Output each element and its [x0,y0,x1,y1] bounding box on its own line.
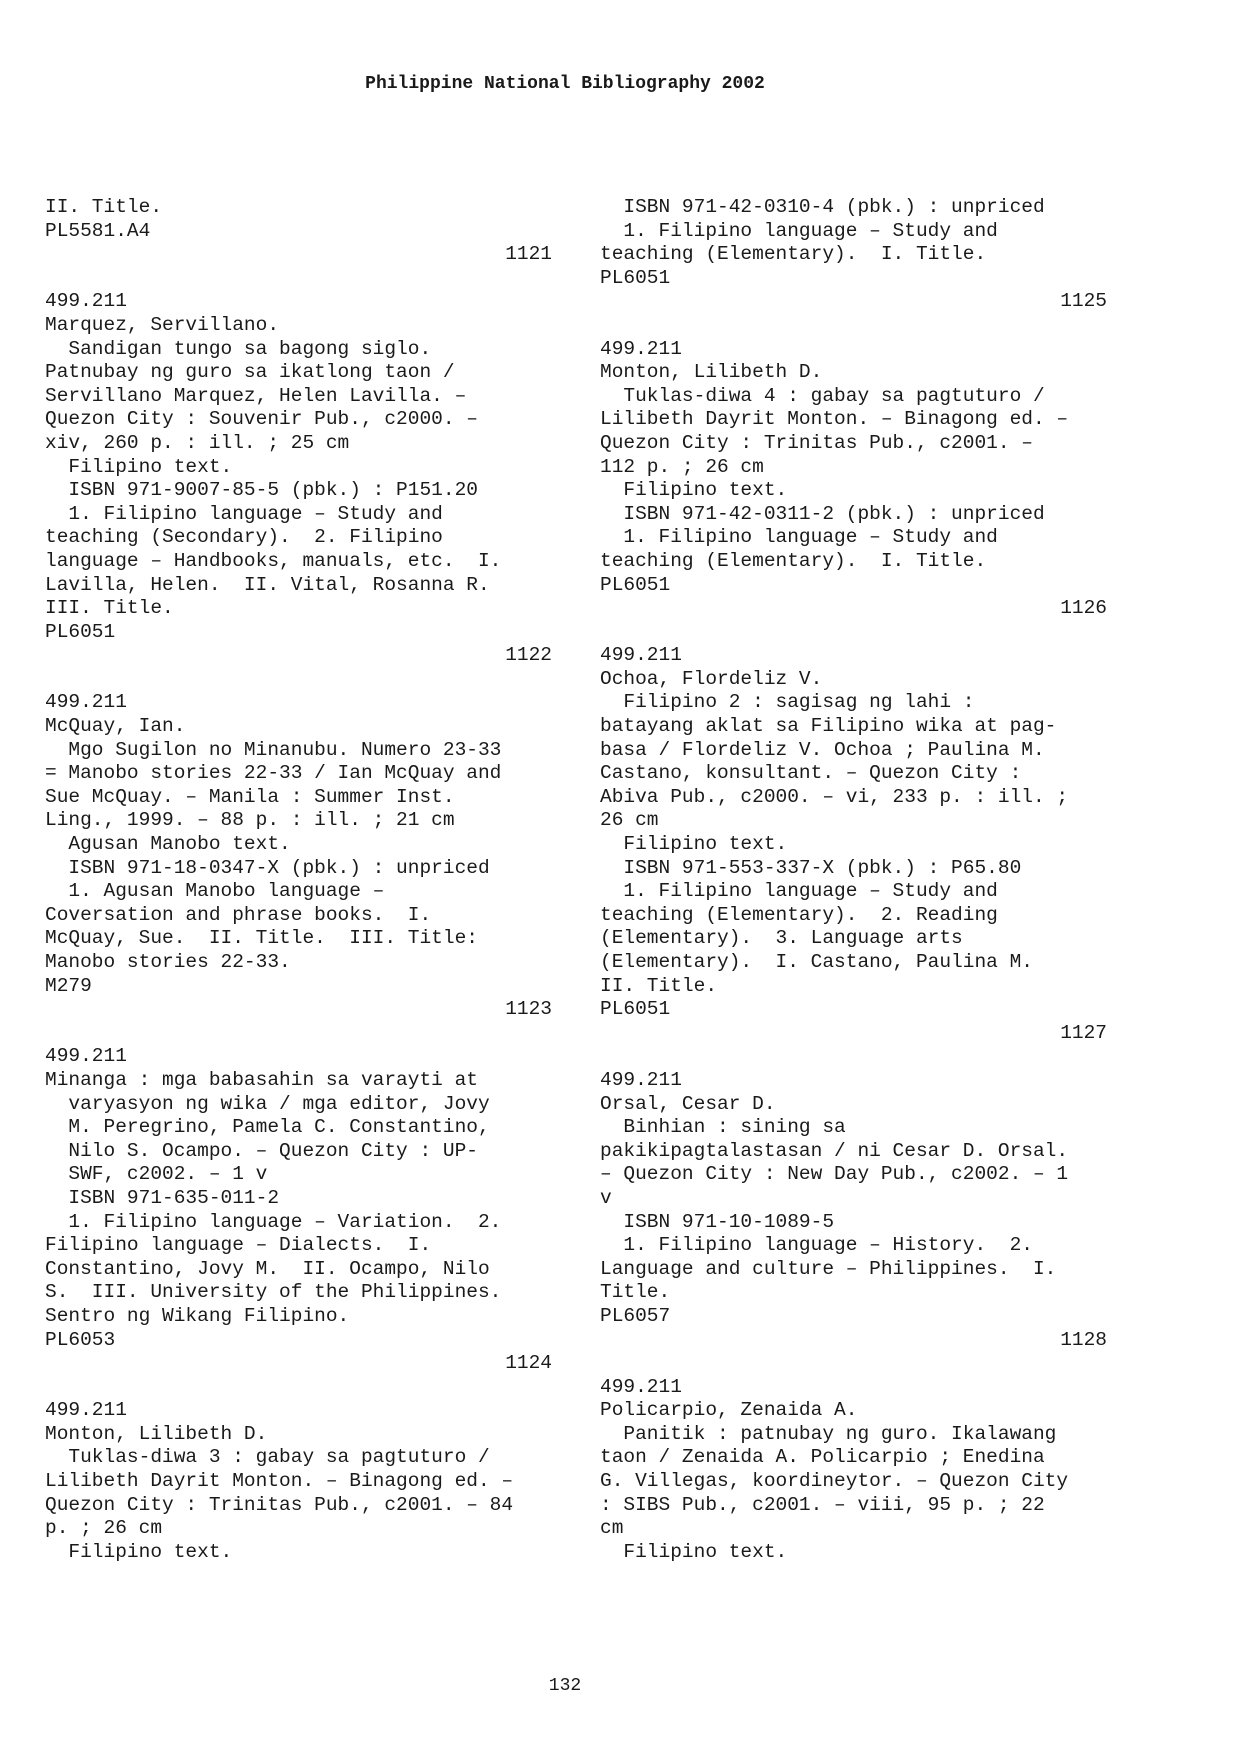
entry-number: 1128 [1060,1328,1107,1351]
entry-text-line: Tuklas-diwa 3 : gabay sa pagtuturo / [45,1446,490,1469]
entry-text-line: Quezon City : Souvenir Pub., c2000. – [45,408,478,431]
entry-text-line: xiv, 260 p. : ill. ; 25 cm [45,431,350,454]
blank-line [600,621,1120,645]
entry-text-line: ISBN 971-42-0311-2 (pbk.) : unpriced [600,502,1045,525]
blank-line [45,1376,565,1400]
entry-text-line: Policarpio, Zenaida A. [600,1399,858,1422]
entry-text-line: (Elementary). I. Castano, Paulina M. [600,951,1033,973]
blank-line [45,267,565,291]
entry-text-line: Coversation and phrase books. I. [45,903,432,926]
entry-text-line: (Elementary). 3. Language arts [600,927,963,950]
entry-text-line: cm [600,1517,624,1540]
entry-text-line: 499.211 [600,1375,682,1398]
entry-text-line: taon / Zenaida A. Policarpio ; Enedina [600,1446,1045,1469]
blank-line [600,1045,1120,1069]
entry-text-line: : SIBS Pub., c2001. – viii, 95 p. ; 22 [600,1493,1045,1516]
entry-number: 1127 [1060,1021,1107,1044]
entry-text-line: S. III. University of the Philippines. [45,1281,502,1304]
entry-text-line: 1. Filipino language – Study and [45,502,443,525]
entry-text-line: 499.211 [45,691,127,714]
entry-text-line: = Manobo stories 22-33 / Ian McQuay and [45,762,502,785]
entry-text-line: ISBN 971-42-0310-4 (pbk.) : unpriced [600,196,1045,218]
entry-text-line: Castano, konsultant. – Quezon City : [600,762,1022,785]
entry-text-line: Patnubay ng guro sa ikatlong taon / [45,361,455,384]
entry-text-line: ISBN 971-9007-85-5 (pbk.) : P151.20 [45,479,478,502]
entry-number: 1122 [505,644,552,667]
entry-text-line: Sentro ng Wikang Filipino. [45,1304,350,1327]
entry-text-line: Filipino text. [600,1540,788,1563]
entry-text-line: 1. Filipino language – Study and [600,219,998,242]
entry-text-line: Orsal, Cesar D. [600,1092,776,1115]
entry-text-line: 1. Filipino language – Study and [600,880,998,903]
entry-text-line: Abiva Pub., c2000. – vi, 233 p. : ill. ; [600,785,1069,808]
entry-text-line: ISBN 971-553-337-X (pbk.) : P65.80 [600,856,1022,879]
entry-text-line: v [600,1186,612,1209]
entry-text-line: ISBN 971-18-0347-X (pbk.) : unpriced [45,856,490,879]
entry-text-line: Marquez, Servillano. [45,313,280,336]
entry-text-line: Filipino text. [45,1540,233,1563]
entry-text-line: teaching (Elementary). 2. Reading [600,903,998,926]
entry-text-line: Panitik : patnubay ng guro. Ikalawang [600,1422,1057,1445]
entry-number: 1123 [505,998,552,1021]
entry-text-line: Monton, Lilibeth D. [600,361,823,384]
entry-text-line: 499.211 [600,337,682,360]
entry-text-line: – Quezon City : New Day Pub., c2002. – 1 [600,1163,1069,1186]
entry-number: 1125 [1060,290,1107,313]
entry-text-line: Filipino text. [600,479,788,502]
entry-text-line: Ochoa, Flordeliz V. [600,667,823,690]
entry-number: 1121 [505,243,552,266]
entry-text-line: PL6051 [600,573,671,596]
entry-text-line: 112 p. ; 26 cm [600,455,764,478]
entry-text-line: teaching (Elementary). I. Title. [600,549,987,572]
entry-text-line: Filipino text. [600,833,788,856]
entry-text-line: Servillano Marquez, Helen Lavilla. – [45,384,467,407]
entry-text-line: PL6053 [45,1328,116,1351]
entry-number: 1124 [505,1352,552,1375]
entry-number: 1126 [1060,597,1107,620]
entry-text-line: 26 cm [600,809,659,832]
entry-text-line: M. Peregrino, Pamela C. Constantino, [45,1116,490,1139]
entry-text-line: 1. Filipino language – Study and [600,526,998,549]
page-header-title: Philippine National Bibliography 2002 [365,74,765,94]
entry-text-line: teaching (Elementary). I. Title. [600,243,987,266]
entry-text-line: basa / Flordeliz V. Ochoa ; Paulina M. [600,738,1045,761]
entry-text-line: ISBN 971-635-011-2 [45,1186,280,1209]
entry-text-line: ISBN 971-10-1089-5 [600,1210,835,1233]
entry-text-line: Ling., 1999. – 88 p. : ill. ; 21 cm [45,809,455,832]
entry-text-line: II. Title. [600,974,718,997]
entry-text-line: PL6051 [45,620,116,643]
entry-text-line: Minanga : mga babasahin sa varayti at [45,1068,478,1091]
entry-text-line: PL5581.A4 [45,219,151,242]
entry-text-line: language – Handbooks, manuals, etc. I. [45,549,502,572]
entry-text-line: Filipino text. [45,455,233,478]
blank-line [600,1352,1120,1376]
blank-line [600,314,1120,338]
entry-text-line: Quezon City : Trinitas Pub., c2001. – 84 [45,1493,514,1516]
entry-text-line: Filipino 2 : sagisag ng lahi : [600,691,975,714]
entry-text-line: p. ; 26 cm [45,1517,163,1540]
right-column [600,196,1120,1564]
entry-text-line: Constantino, Jovy M. II. Ocampo, Nilo [45,1257,490,1280]
entry-text-line: McQuay, Sue. II. Title. III. Title: [45,927,478,950]
entry-text-line: 1. Filipino language – History. 2. [600,1234,1033,1257]
entry-text-line: 499.211 [45,1045,127,1068]
entry-text-line: Lilibeth Dayrit Monton. – Binagong ed. – [45,1470,514,1493]
entry-text-line: varyasyon ng wika / mga editor, Jovy [45,1092,490,1115]
entry-text-line: PL6057 [600,1304,671,1327]
entry-text-line: Lilibeth Dayrit Monton. – Binagong ed. – [600,408,1069,431]
entry-text-line: Sandigan tungo sa bagong siglo. [45,337,432,360]
entry-text-line: Title. [600,1281,671,1304]
entry-text-line: teaching (Secondary). 2. Filipino [45,526,443,549]
entry-text-line: Monton, Lilibeth D. [45,1422,268,1445]
entry-text-line: 499.211 [600,1068,682,1091]
entry-text-line: III. Title. [45,597,174,620]
entry-text-line: Manobo stories 22-33. [45,951,291,973]
entry-text-line: Binhian : sining sa [600,1116,846,1139]
entry-text-line: PL6051 [600,998,671,1021]
entry-text-line: M279 [45,974,92,997]
entry-text-line: 499.211 [45,290,127,313]
page-number: 132 [548,1676,582,1696]
entry-text-line: pakikipagtalastasan / ni Cesar D. Orsal. [600,1139,1069,1162]
entry-text-line: Quezon City : Trinitas Pub., c2001. – [600,431,1033,454]
entry-text-line: batayang aklat sa Filipino wika at pag- [600,715,1057,738]
entry-text-line: Filipino language – Dialects. I. [45,1234,432,1257]
entry-text-line: Mgo Sugilon no Minanubu. Numero 23-33 [45,738,502,761]
entry-text-line: II. Title. [45,196,163,218]
entry-text-line: 499.211 [45,1399,127,1422]
left-column [45,196,565,1564]
entry-text-line: G. Villegas, koordineytor. – Quezon City [600,1470,1069,1493]
entry-text-line: Lavilla, Helen. II. Vital, Rosanna R. [45,573,490,596]
entry-text-line: McQuay, Ian. [45,715,186,738]
entry-text-line: Language and culture – Philippines. I. [600,1257,1057,1280]
entry-text-line: Agusan Manobo text. [45,833,291,856]
blank-line [45,668,565,692]
entry-text-line: 1. Agusan Manobo language – [45,880,385,903]
entry-text-line: Tuklas-diwa 4 : gabay sa pagtuturo / [600,384,1045,407]
entry-text-line: Nilo S. Ocampo. – Quezon City : UP- [45,1139,478,1162]
entry-text-line: SWF, c2002. – 1 v [45,1163,268,1186]
blank-line [45,1022,565,1046]
entry-text-line: 499.211 [600,644,682,667]
entry-text-line: PL6051 [600,266,671,289]
entry-text-line: 1. Filipino language – Variation. 2. [45,1210,502,1233]
entry-text-line: Sue McQuay. – Manila : Summer Inst. [45,785,455,808]
